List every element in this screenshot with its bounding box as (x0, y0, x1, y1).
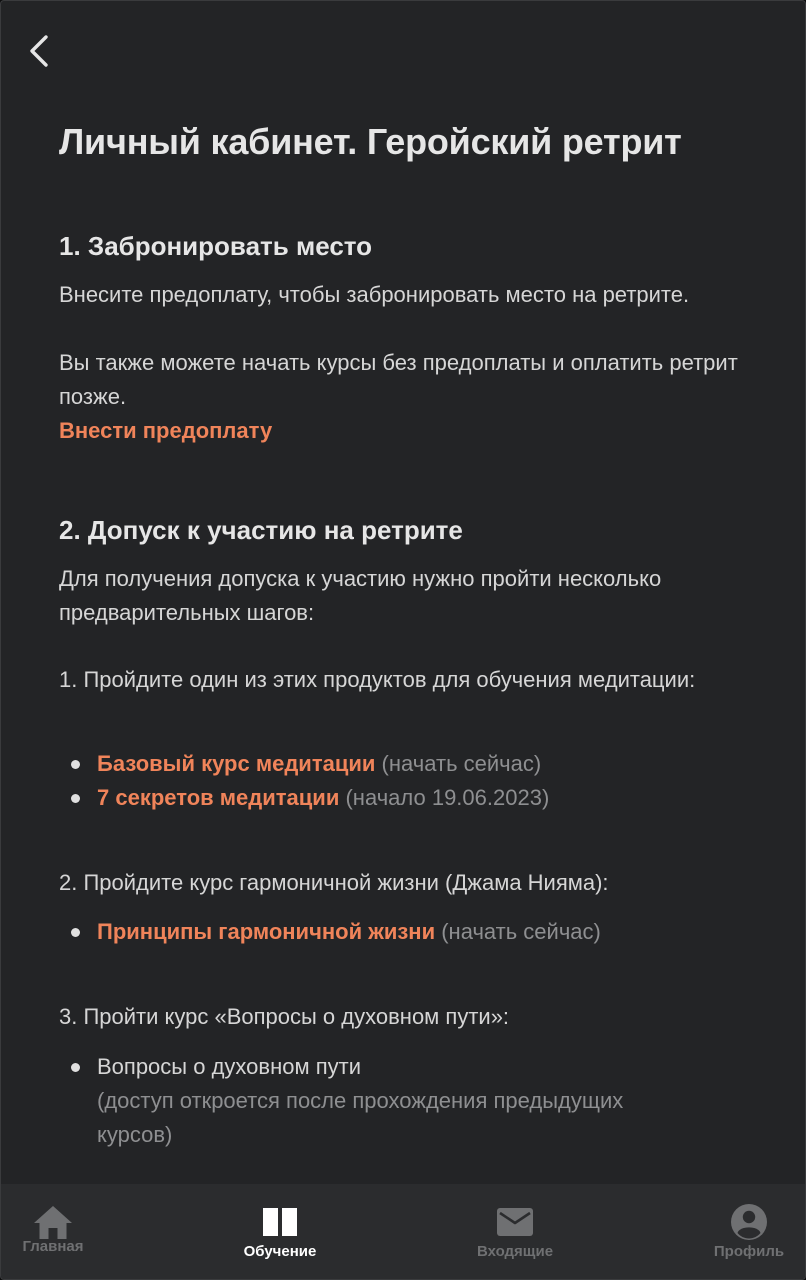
prepay-link[interactable]: Внести предоплату (59, 418, 273, 443)
list-item (97, 781, 717, 815)
tab-label-inbox: Входящие (476, 1243, 554, 1260)
step2-text: 2. Пройдите курс гармоничной жизни (Джама Нияма): (59, 870, 609, 895)
bullet-dot (71, 1063, 80, 1072)
list-item (97, 747, 717, 781)
mail-icon (496, 1206, 534, 1238)
page-title: Личный кабинет. Геройский ретрит (59, 121, 682, 162)
tab-inbox[interactable] (467, 1184, 563, 1279)
chevron-left-icon (27, 33, 51, 69)
back-button[interactable] (21, 31, 57, 71)
step3-text: 3. Пройти курс «Вопросы о духовном пути»: (59, 1004, 510, 1029)
tab-home[interactable] (15, 1184, 91, 1279)
bullet-dot (71, 794, 80, 803)
bottom-tab-bar (1, 1184, 805, 1279)
book-icon (261, 1205, 299, 1239)
course-link-basic-meditation[interactable]: Базовый курс медитации (97, 751, 376, 776)
profile-icon (730, 1203, 768, 1241)
course-note: (начало 19.06.2023) (345, 785, 550, 810)
list-item (97, 1050, 697, 1152)
section-heading-admission: 2. Допуск к участию на ретрите (59, 515, 463, 545)
tab-label-profile: Профиль (713, 1243, 785, 1260)
step1-text: 1. Пройдите один из этих продуктов для обучения медитации: (59, 667, 696, 692)
course-title-spiritual-path: Вопросы о духовном пути (97, 1054, 361, 1079)
tab-learning[interactable] (235, 1184, 325, 1279)
course-note-locked: (доступ откроется после прохождения предыдущих курсов) (97, 1088, 624, 1147)
booking-text-prepay: Внесите предоплату, чтобы забронировать место на ретрите. (59, 282, 690, 307)
prepay-link-row (59, 414, 759, 448)
tab-label-learning: Обучение (243, 1243, 317, 1260)
bullet-dot (71, 760, 80, 769)
list-item (97, 915, 717, 949)
course-link-harmonious-life[interactable]: Принципы гармоничной жизни (97, 919, 436, 944)
section-heading-booking: 1. Забронировать место (59, 231, 373, 261)
admission-intro: Для получения допуска к участию нужно пройти несколько предварительных шагов: (59, 566, 662, 625)
home-icon (32, 1203, 74, 1241)
bullet-dot (71, 928, 80, 937)
tab-label-home: Главная (22, 1238, 84, 1255)
course-note: (начать сейчас) (381, 751, 542, 776)
course-note: (начать сейчас) (441, 919, 601, 944)
booking-text-later: Вы также можете начать курсы без предоплаты и оплатить ретрит позже. (59, 350, 738, 409)
course-link-7-secrets[interactable]: 7 секретов медитации (97, 785, 340, 810)
tab-profile[interactable] (707, 1184, 791, 1279)
